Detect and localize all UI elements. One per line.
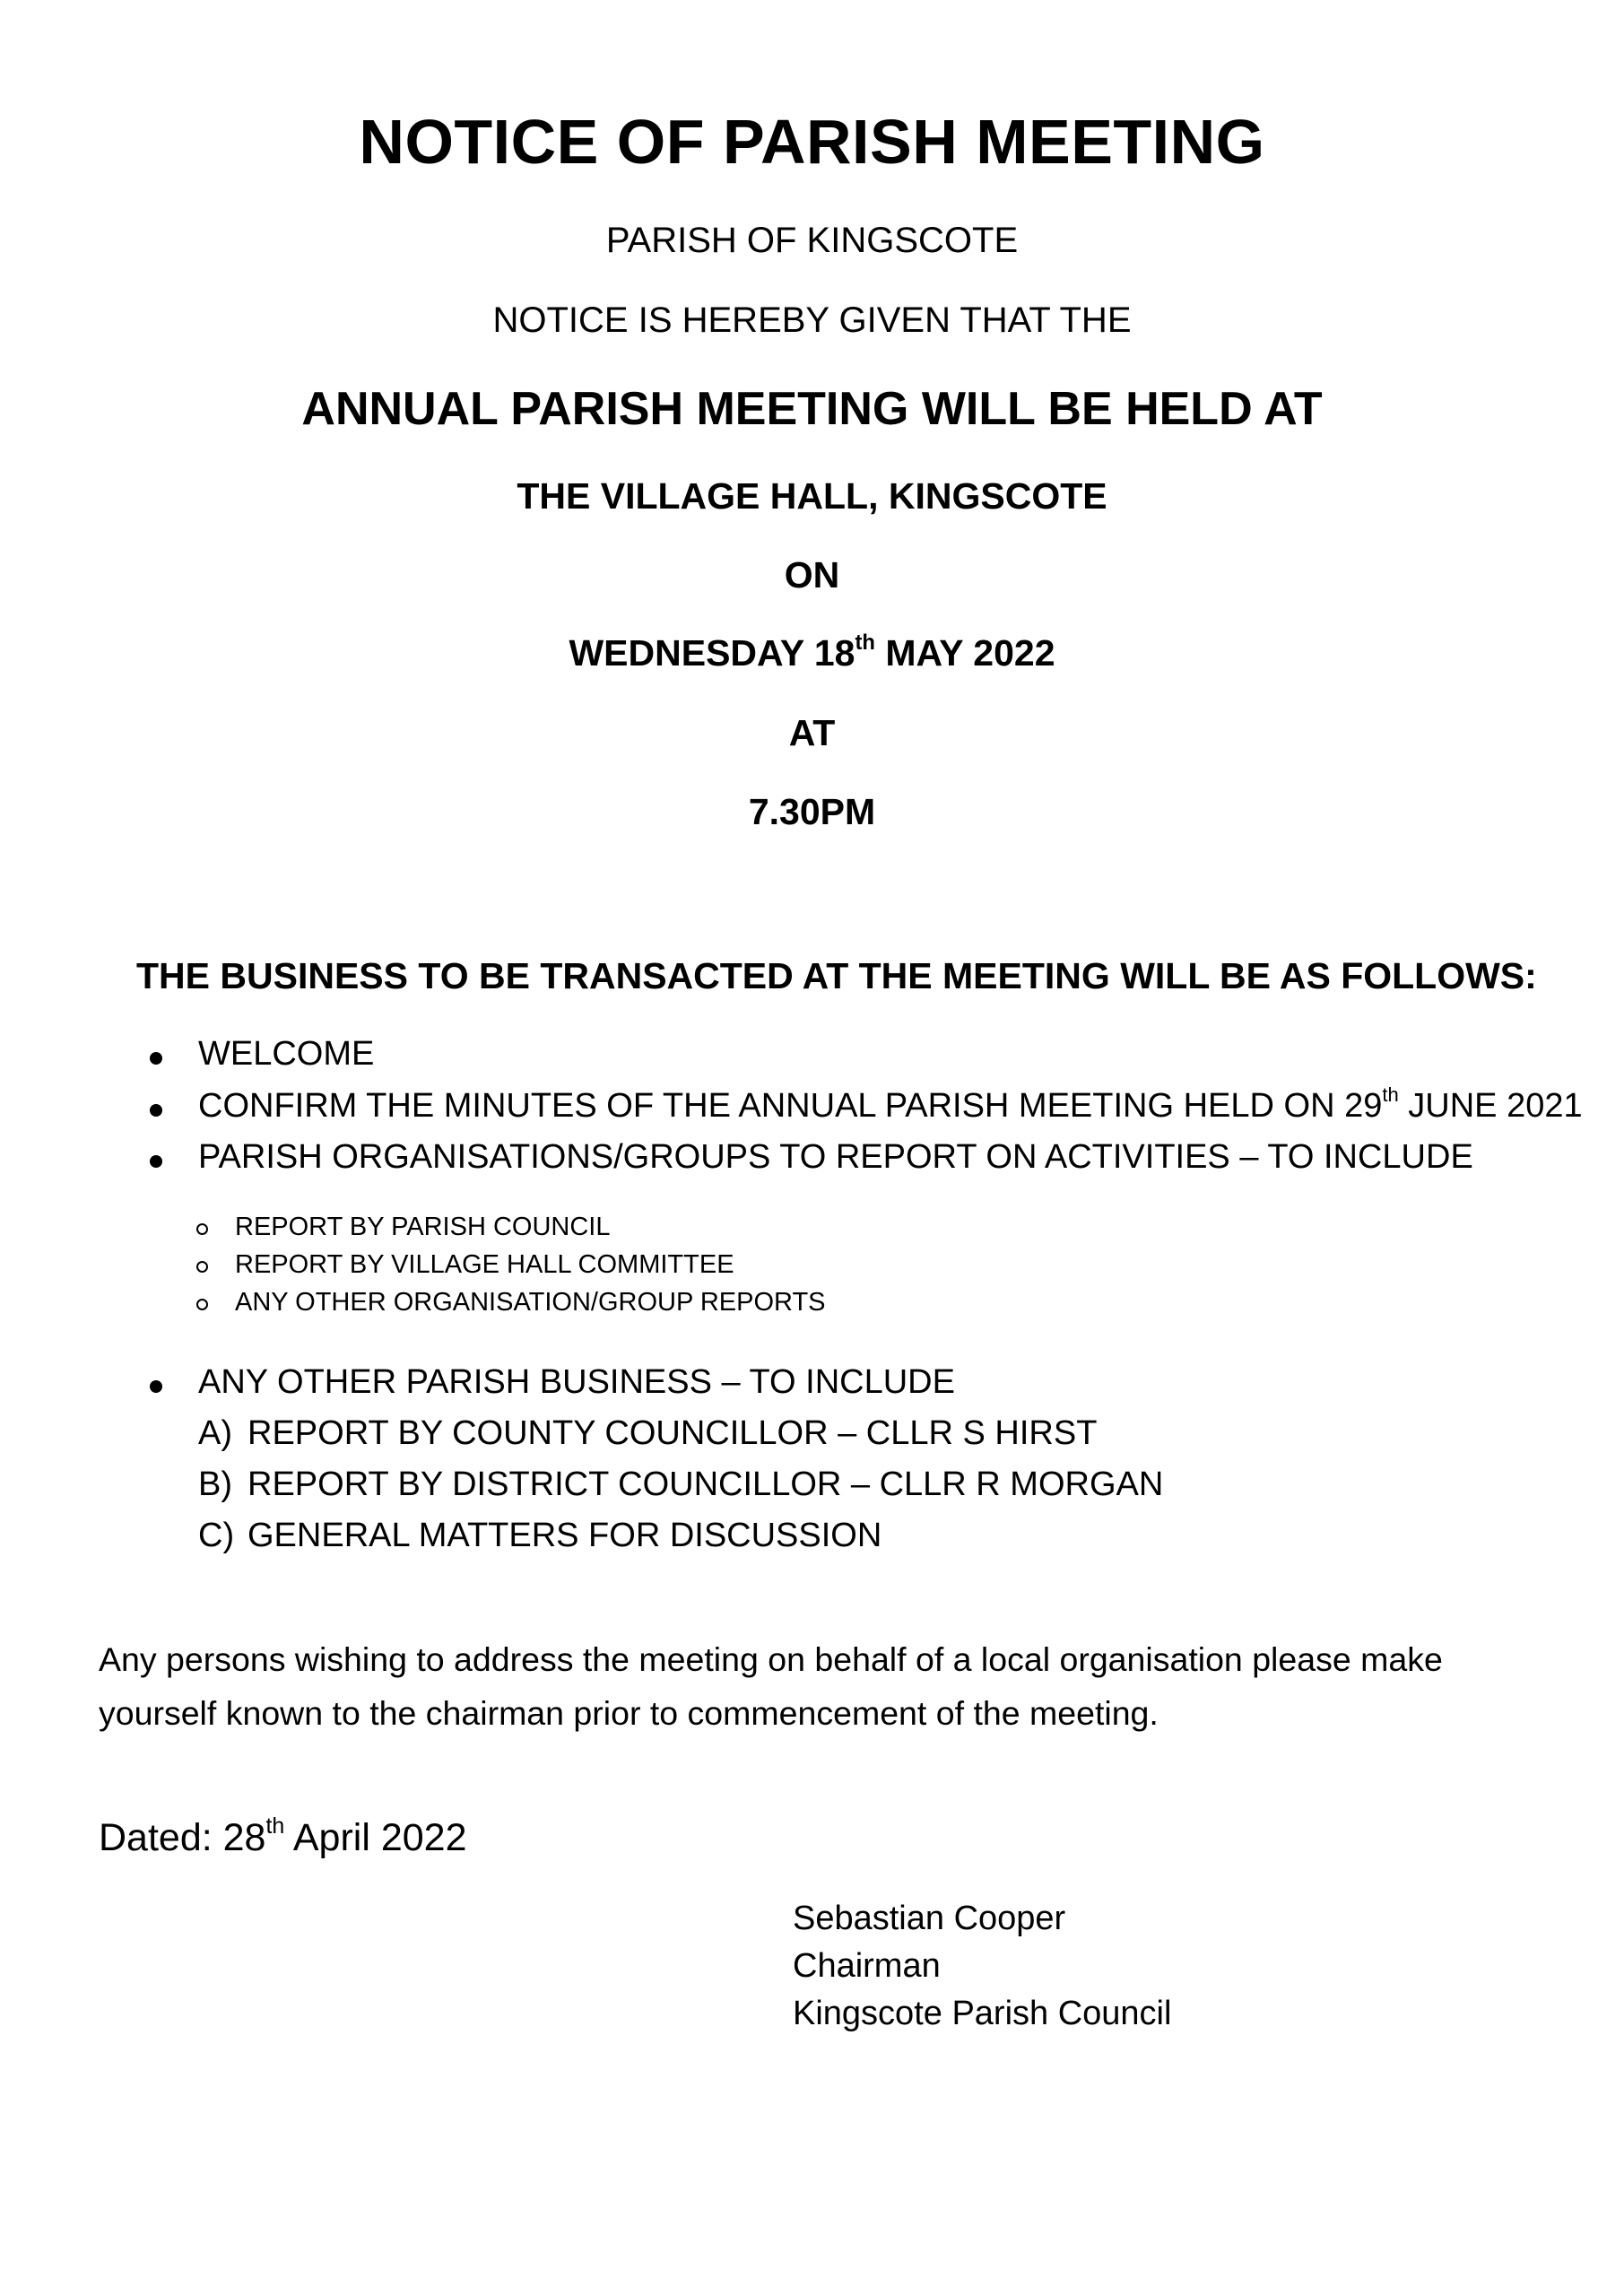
parish-name: PARISH OF KINGSCOTE <box>605 221 1019 260</box>
business-item-text: WELCOME <box>198 1035 375 1073</box>
bullet-icon <box>150 1380 162 1393</box>
sub-item-text: ANY OTHER ORGANISATION/GROUP REPORTS <box>235 1288 826 1317</box>
business-heading: THE BUSINESS TO BE TRANSACTED AT THE MEETING WILL BE AS FOLLOWS: <box>136 955 1537 996</box>
meeting-time: 7.30PM <box>748 791 876 832</box>
meeting-date <box>0 632 1624 674</box>
signatory-role: Chairman <box>793 1947 941 1985</box>
notice-title: NOTICE OF PARISH MEETING <box>359 107 1265 177</box>
dated-prefix: Dated: 28 <box>99 1816 266 1859</box>
lettered-item-text: REPORT BY DISTRICT COUNCILLOR – CLLR R MORGAN <box>248 1465 1164 1503</box>
circle-bullet-icon <box>196 1223 208 1235</box>
bullet-icon <box>150 1052 162 1065</box>
lettered-item-letter: C) <box>198 1517 235 1554</box>
business-item-text <box>198 1083 1583 1126</box>
meeting-date-ordinal: th <box>855 631 875 656</box>
dated-ordinal: th <box>265 1813 285 1839</box>
bullet-icon <box>150 1155 162 1168</box>
lettered-item-letter: A) <box>198 1414 232 1452</box>
lettered-item-text: REPORT BY COUNTY COUNCILLOR – CLLR S HIRST <box>248 1414 1098 1452</box>
dated-line <box>99 1813 467 1860</box>
at-line: AT <box>788 712 836 753</box>
sub-item-text: REPORT BY VILLAGE HALL COMMITTEE <box>235 1250 734 1279</box>
bullet-icon <box>150 1104 162 1117</box>
on-line: ON <box>784 554 840 596</box>
notice-given-line: NOTICE IS HEREBY GIVEN THAT THE <box>492 300 1132 340</box>
lettered-item <box>198 1517 881 1555</box>
meeting-date-day: WEDNESDAY 18 <box>569 632 855 674</box>
business-item-text: ANY OTHER PARISH BUSINESS – TO INCLUDE <box>198 1363 955 1401</box>
venue-line: THE VILLAGE HALL, KINGSCOTE <box>517 475 1107 517</box>
minutes-text: CONFIRM THE MINUTES OF THE ANNUAL PARISH MEETING HELD ON 29 <box>198 1087 1383 1125</box>
circle-bullet-icon <box>196 1299 208 1310</box>
signatory-name: Sebastian Cooper <box>793 1900 1066 1937</box>
annual-meeting-heading: ANNUAL PARISH MEETING WILL BE HELD AT <box>301 383 1323 435</box>
minutes-date-rest: JUNE 2021 <box>1398 1087 1583 1125</box>
meeting-date-rest: MAY 2022 <box>874 632 1055 674</box>
closing-paragraph: Any persons wishing to address the meeting on behalf of a local organisation please make yourself known to the chairman prior to commencement of the meeting. <box>99 1640 1443 1732</box>
lettered-item-text: GENERAL MATTERS FOR DISCUSSION <box>248 1517 882 1554</box>
business-item-text: PARISH ORGANISATIONS/GROUPS TO REPORT ON ACTIVITIES – TO INCLUDE <box>198 1138 1473 1176</box>
circle-bullet-icon <box>196 1261 208 1273</box>
lettered-item <box>198 1465 1163 1504</box>
dated-rest: April 2022 <box>284 1816 467 1859</box>
sub-item-text: REPORT BY PARISH COUNCIL <box>235 1213 611 1241</box>
signatory-organisation: Kingscote Parish Council <box>793 1995 1172 2032</box>
minutes-date-ordinal: th <box>1382 1083 1399 1107</box>
lettered-item <box>198 1414 1097 1453</box>
lettered-item-letter: B) <box>198 1465 232 1503</box>
